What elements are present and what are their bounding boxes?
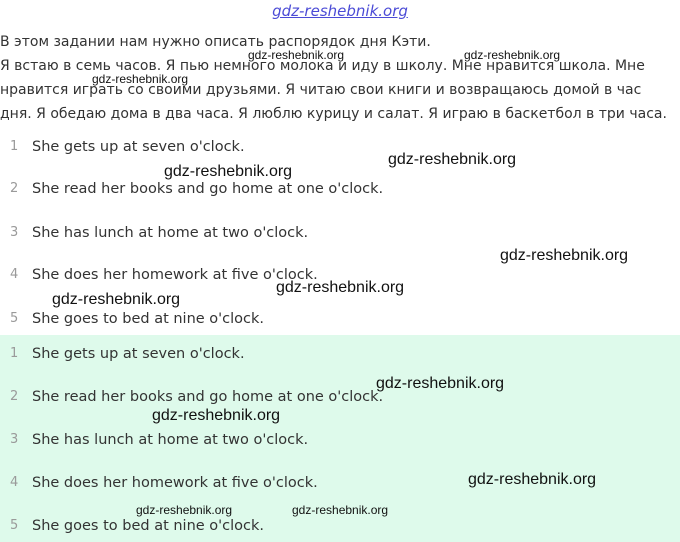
watermark: gdz-reshebnik.org <box>464 48 561 62</box>
item-text: She has lunch at home at two o'clock. <box>32 432 309 448</box>
list-item <box>0 342 680 366</box>
item-text: She does her homework at five o'clock. <box>32 267 318 283</box>
list-item <box>0 307 680 331</box>
item-text: She read her books and go home at one o'clock. <box>32 389 384 405</box>
watermark: gdz-reshebnik.org <box>92 72 189 86</box>
watermark: gdz-reshebnik.org <box>152 407 281 424</box>
item-number: 3 <box>10 225 19 240</box>
intro-line: дня. Я обедаю дома в два часа. Я люблю курицу и салат. Я играю в баскетбол в три часа. <box>0 106 667 122</box>
watermark: gdz-reshebnik.org <box>248 48 345 62</box>
intro-line: нравится играть со своими друзьями. Я читаю свои книги и возвращаюсь домой в час <box>0 82 642 98</box>
item-text: She does her homework at five o'clock. <box>32 475 318 491</box>
watermark: gdz-reshebnik.org <box>500 247 629 264</box>
site-title-link[interactable]: gdz-reshebnik.org <box>272 2 408 20</box>
watermark: gdz-reshebnik.org <box>164 163 293 180</box>
item-number: 4 <box>10 475 19 490</box>
list-item <box>0 135 680 159</box>
watermark: gdz-reshebnik.org <box>388 151 517 168</box>
watermark: gdz-reshebnik.org <box>376 375 505 392</box>
item-number: 4 <box>10 267 19 282</box>
item-number: 3 <box>10 432 19 447</box>
item-number: 1 <box>10 346 19 361</box>
item-text: She has lunch at home at two o'clock. <box>32 225 309 241</box>
item-number: 1 <box>10 139 19 154</box>
watermark: gdz-reshebnik.org <box>276 279 405 296</box>
item-number: 5 <box>10 311 19 326</box>
item-text: She goes to bed at nine o'clock. <box>32 518 265 534</box>
watermark: gdz-reshebnik.org <box>52 291 181 308</box>
item-number: 2 <box>10 181 19 196</box>
intro-line: В этом задании нам нужно описать распорядок дня Кэти. <box>0 34 431 50</box>
item-text: She gets up at seven o'clock. <box>32 139 245 155</box>
item-text: She read her books and go home at one o'clock. <box>32 181 384 197</box>
list-item <box>0 177 680 201</box>
item-number: 5 <box>10 518 19 533</box>
list-item <box>0 514 680 538</box>
list-item <box>0 385 680 409</box>
intro-line: Я встаю в семь часов. Я пью немного молока и иду в школу. Мне нравится школа. Мне <box>0 58 645 74</box>
list-item <box>0 428 680 452</box>
list-item <box>0 221 680 245</box>
watermark: gdz-reshebnik.org <box>292 503 389 517</box>
watermark: gdz-reshebnik.org <box>136 503 233 517</box>
watermark: gdz-reshebnik.org <box>468 471 597 488</box>
item-text: She gets up at seven o'clock. <box>32 346 245 362</box>
item-number: 2 <box>10 389 19 404</box>
item-text: She goes to bed at nine o'clock. <box>32 311 265 327</box>
